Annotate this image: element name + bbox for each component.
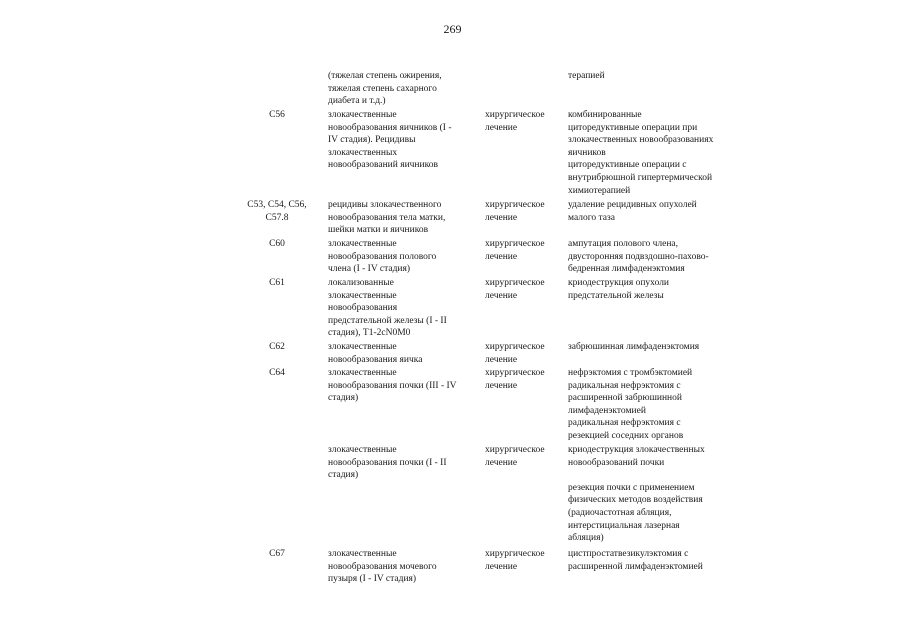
icd-code: C61 xyxy=(269,278,285,288)
icd-code: C56 xyxy=(269,110,285,120)
diagnosis-text: злокачественные новообразования полового члена (I - IV стадия) xyxy=(328,239,437,275)
treatment-method: криодеструкция злокачественных новообразований почки резекция почки с применением физических методов воздействия (радиочастотная абляция, интерстициальная лазерная абляция) xyxy=(568,445,705,544)
treatment-method: нефрэктомия с тромбэктомией радикальная нефрэктомия с расширенной забрюшинной лимфаденэктомией радикальная нефрэктомия с резекцией соседних органов xyxy=(568,368,693,441)
diagnosis-text: злокачественные новообразования почки (III - IV стадия) xyxy=(328,368,457,404)
treatment-method: ампутация полового члена, двусторонняя подвздошно-пахово- бедренная лимфаденэктомия xyxy=(568,239,709,275)
treatment-type: хирургическое лечение xyxy=(485,200,545,223)
diagnosis-text: злокачественные новообразования почки (I - II стадия) xyxy=(328,445,447,481)
treatment-type: хирургическое лечение xyxy=(485,110,545,133)
diagnosis-text: злокачественные новообразования яичников (I - IV стадия). Рецидивы злокачественных новообразований яичников xyxy=(328,110,452,171)
icd-code: C53, C54, C56, C57.8 xyxy=(247,200,307,223)
diagnosis-text: злокачественные новообразования мочевого пузыря (I - IV стадия) xyxy=(328,549,437,585)
treatment-method: терапией xyxy=(568,71,605,81)
icd-code: C64 xyxy=(269,368,285,378)
treatment-type: хирургическое лечение xyxy=(485,549,545,572)
treatment-method: криодеструкция опухоли предстательной железы xyxy=(568,278,670,301)
diagnosis-text: локализованные злокачественные новообразования предстательной железы (I - II стадия), T1-2cN0M0 xyxy=(328,278,447,339)
icd-code: C60 xyxy=(269,239,285,249)
treatment-type: хирургическое лечение xyxy=(485,342,545,365)
treatment-type: хирургическое лечение xyxy=(485,239,545,262)
treatment-method: удаление рецидивных опухолей малого таза xyxy=(568,200,697,223)
page-number: 269 xyxy=(443,22,462,36)
treatment-type: хирургическое лечение xyxy=(485,368,545,391)
diagnosis-text: (тяжелая степень ожирения, тяжелая степень сахарного диабета и т.д.) xyxy=(328,71,442,107)
treatment-method: комбинированные циторедуктивные операции при злокачественных новообразованиях яичников циторедуктивные операции с внутрибрюшной гипертермической химиотерапией xyxy=(568,110,714,196)
icd-code: C67 xyxy=(269,549,285,559)
treatment-method: цистпростатвезикулэктомия с расширенной лимфаденэктомией xyxy=(568,549,703,572)
treatment-type: хирургическое лечение xyxy=(485,445,545,468)
icd-code: C62 xyxy=(269,342,285,352)
diagnosis-text: рецидивы злокачественного новообразования тела матки, шейки матки и яичников xyxy=(328,200,446,236)
treatment-type: хирургическое лечение xyxy=(485,278,545,301)
diagnosis-text: злокачественные новообразования яичка xyxy=(328,342,423,365)
treatment-method: забрюшинная лимфаденэктомия xyxy=(568,342,700,352)
